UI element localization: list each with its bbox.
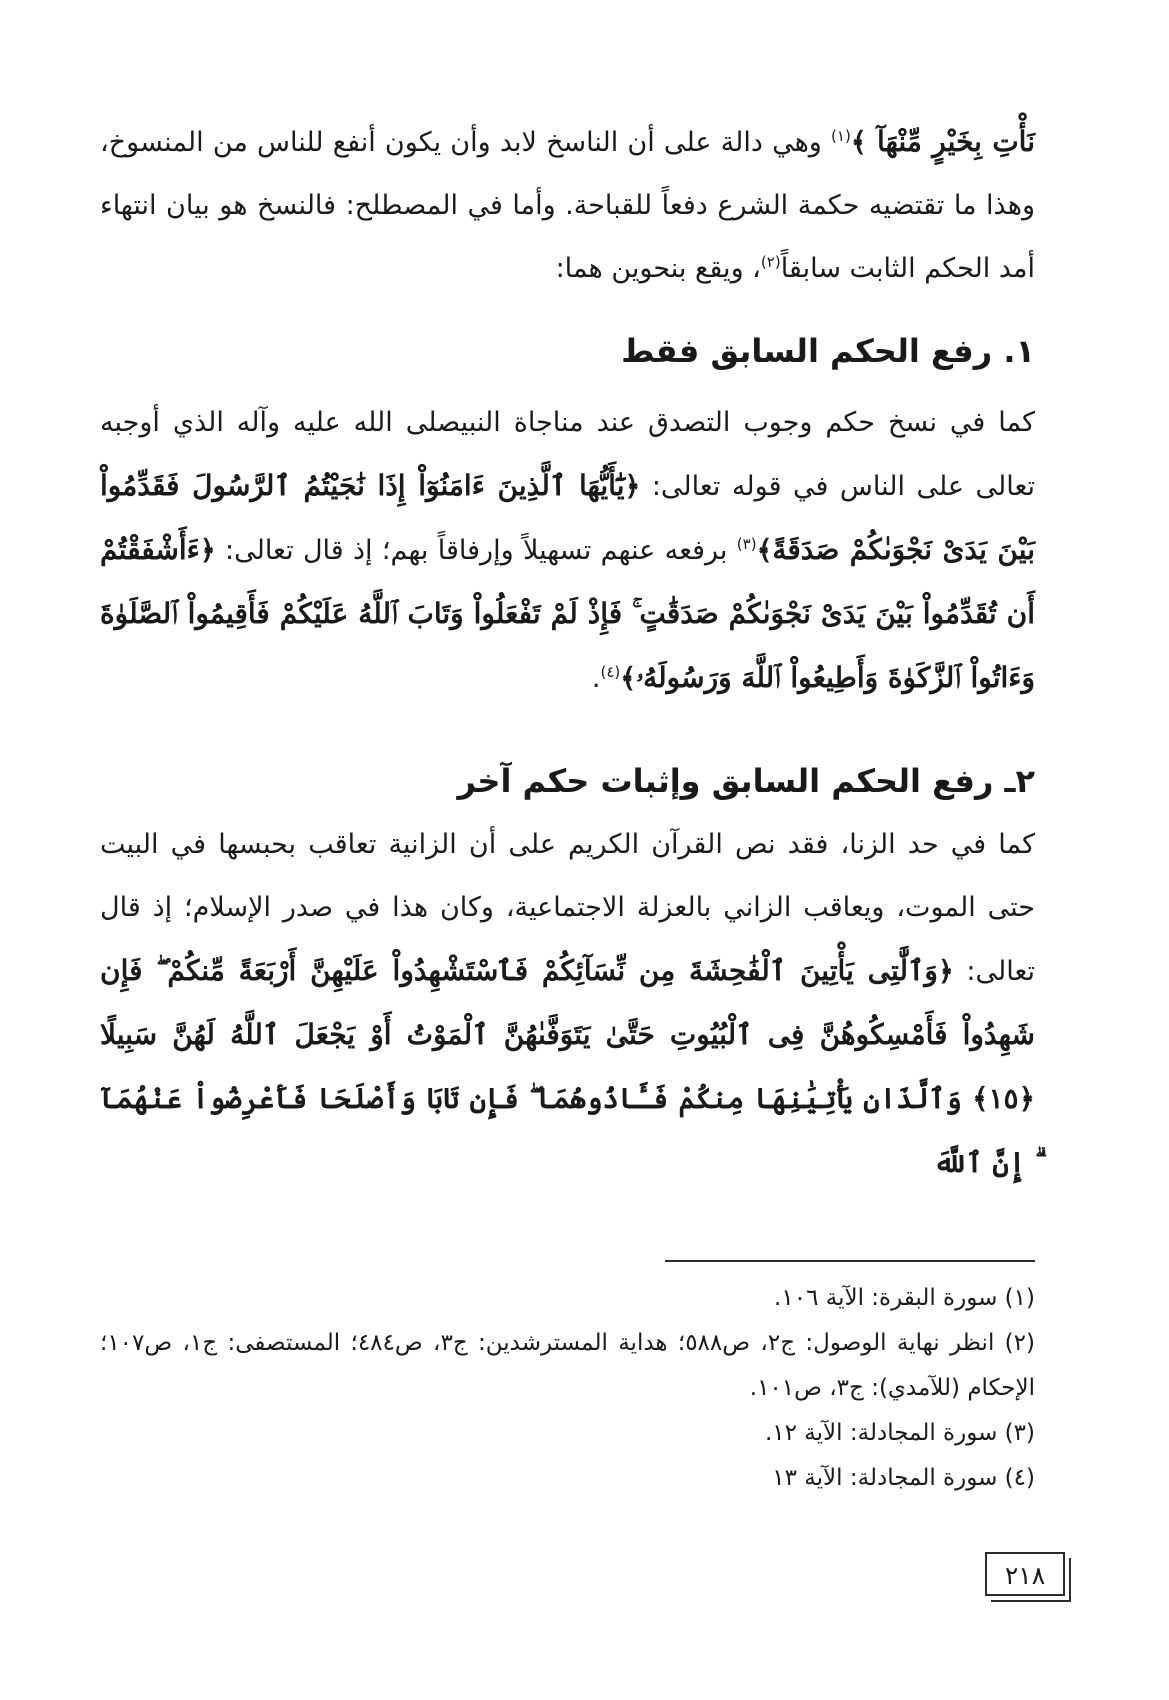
section2-paragraph [100, 813, 1035, 1195]
paragraph-text: . [591, 663, 601, 694]
paragraph-text: كما في حد الزنا، فقد نص القرآن الكريم على أن الزانية تعاقب بحبسها في البيت حتى الموت، ويعاقب الزاني بالعزلة الاجتماعية، وكان هذا في صدر الإسلام؛ إذ قال تعالى: [100, 829, 1035, 987]
verse-text: ءَأَشْفَقْتُمْ أَن تُقَدِّمُواْ بَيْنَ يَدَىْ نَجْوَىٰكُمْ صَدَقَٰتٍ ۚ فَإِذْ لَمْ تَفْعَلُواْ وَتَابَ ٱللَّهُ عَلَيْكُمْ فَأَقِيمُواْ ٱلصَّلَوٰةَ وَءَاتُواْ ٱلزَّكَوٰةَ وَأَطِيعُواْ ٱللَّهَ وَرَسُولَهُۥ [100, 533, 1035, 694]
verse-open-brace: ﴿ [624, 471, 641, 502]
verse-close-brace: ﴾ [850, 127, 867, 158]
section-heading-1: ١. رفع الحكم السابق فقط [621, 332, 1035, 370]
intro-paragraph [100, 110, 1035, 300]
verse-text: يَٰٓأَيُّهَا ٱلَّذِينَ ءَامَنُوٓاْ إِذَا نَٰجَيْتُمُ ٱلرَّسُولَ فَقَدِّمُواْ بَيْنَ يَدَىْ نَجْوَىٰكُمْ صَدَقَةً [100, 469, 1035, 566]
verse-open-brace: ﴿ [937, 956, 954, 987]
footnote-ref: (٣) [736, 535, 757, 553]
footnote-item: (٢) انظر نهاية الوصول: ج٢، ص٥٨٨؛ هداية المسترشدين: ج٣، ص٤٨٤؛ المستصفى: ج١، ص١٠٧؛ الإحكام (للآمدي): ج٣، ص١٠١. [100, 1330, 1035, 1401]
paragraph-text: وهي دالة على أن الناسخ لابد وأن يكون أنفع للناس من المنسوخ، وهذا ما تقتضيه حكمة الشرع دفعاً للقباحة. وأما في المصطلح: فالنسخ هو بيان انتهاء أمد الحكم الثابت سابقاً [100, 127, 1035, 284]
verse-open-brace: ﴿ [199, 535, 216, 566]
footnote-divider [665, 1260, 1035, 1262]
verse-close-brace: ﴾ [756, 535, 773, 566]
paragraph-text: ، ويقع بنحوين هما: [555, 253, 761, 284]
footnotes [100, 1260, 1035, 1501]
footnote-ref: (١) [831, 127, 851, 145]
verse-text: وَٱلَّٰتِى يَأْتِينَ ٱلْفَٰحِشَةَ مِن نِّسَآئِكُمْ فَٱسْتَشْهِدُواْ عَلَيْهِنَّ أَرْبَعَةً مِّنكُمْ ۖ فَإِن شَهِدُواْ فَأَمْسِكُوهُنَّ فِى ٱلْبُيُوتِ حَتَّىٰ يَتَوَفَّىٰهُنَّ ٱلْمَوْتُ أَوْ يَجْعَلَ ٱللَّهُ لَهُنَّ سَبِيلًا ﴿١٥﴾ وَٱلَّذَانِ يَأْتِيَٰنِهَا مِنكُمْ فَـَٔاذُوهُمَا ۖ فَإِن تَابَا وَأَصْلَحَا فَأَعْرِضُواْ عَنْهُمَآ ۗ إِنَّ ٱللَّهَ [100, 954, 1035, 1179]
page-body [100, 110, 1035, 1195]
footnote-ref: (٤) [600, 663, 621, 681]
section1-paragraph [100, 391, 1035, 710]
footnote-item: (١) سورة البقرة: الآية ١٠٦. [774, 1285, 1035, 1311]
verse-text: نَأْتِ بِخَيْرٍ مِّنْهَآ [866, 125, 1035, 158]
paragraph-text: برفعه عنهم تسهيلاً وإرفاقاً بهم؛ إذ قال تعالى: [215, 535, 737, 566]
footnote-item: (٤) سورة المجادلة: الآية ١٣ [772, 1465, 1035, 1491]
footnote-ref: (٢) [760, 253, 781, 271]
page-number: ٢١٨ [985, 1552, 1065, 1596]
verse-close-brace: ﴾ [620, 663, 637, 694]
section-heading-2: ٢ـ رفع الحكم السابق وإثبات حكم آخر [457, 762, 1035, 800]
footnote-item: (٣) سورة المجادلة: الآية ١٢. [764, 1420, 1035, 1446]
paragraph-text: كما في نسخ حكم وجوب التصدق عند مناجاة النبيصلى الله عليه وآله الذي أوجبه تعالى على الناس في قوله تعالى: [100, 407, 1035, 502]
